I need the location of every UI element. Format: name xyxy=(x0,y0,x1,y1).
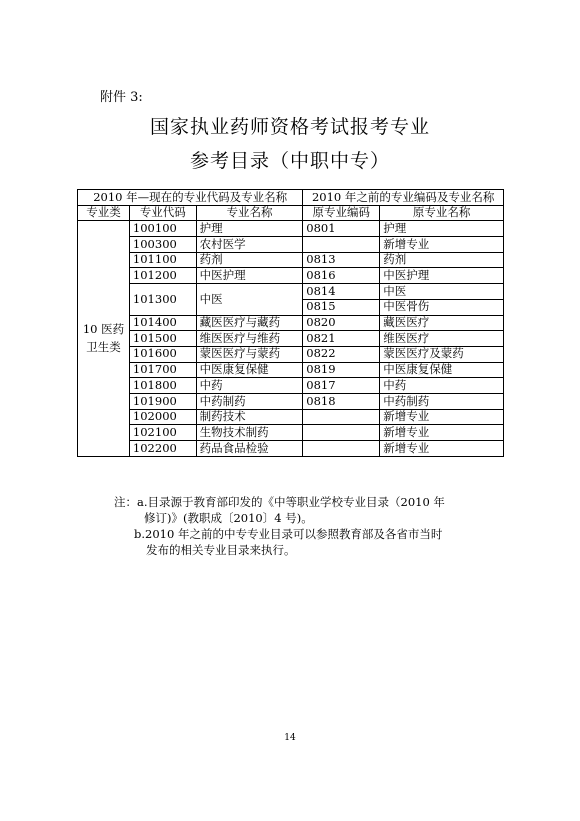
col-old-name-header: 原专业名称 xyxy=(380,205,504,221)
major-code-cell: 101700 xyxy=(129,362,196,378)
table-row xyxy=(78,315,504,331)
major-name-cell: 生物技术制药 xyxy=(196,425,303,441)
major-code-cell: 101100 xyxy=(129,252,196,268)
table-row xyxy=(78,237,504,253)
column-header-row xyxy=(78,205,504,221)
old-code-cell: 0801 xyxy=(303,221,380,237)
group-header-before: 2010 年之前的专业编码及专业名称 xyxy=(303,190,504,206)
old-code-cell xyxy=(303,425,380,441)
old-code-cell xyxy=(303,237,380,253)
old-name-cell: 新增专业 xyxy=(380,425,504,441)
old-code-cell: 0814 xyxy=(303,284,380,300)
old-code-cell: 0815 xyxy=(303,299,380,315)
group-header-current: 2010 年—现在的专业代码及专业名称 xyxy=(78,190,303,206)
major-name-cell: 中医护理 xyxy=(196,268,303,284)
old-name-cell: 中药制药 xyxy=(380,393,504,409)
major-code-cell: 101800 xyxy=(129,378,196,394)
major-name-cell: 护理 xyxy=(196,221,303,237)
major-name-cell: 中医康复保健 xyxy=(196,362,303,378)
old-name-cell: 新增专业 xyxy=(380,409,504,425)
major-name-cell: 农村医学 xyxy=(196,237,303,253)
note-a-line1: 注：a.目录源于教育部印发的《中等职业学校专业目录（2010 年 xyxy=(114,495,445,509)
old-code-cell: 0817 xyxy=(303,378,380,394)
old-code-cell xyxy=(303,441,380,457)
old-code-cell: 0813 xyxy=(303,252,380,268)
major-code-cell: 100100 xyxy=(129,221,196,237)
major-code-cell: 101500 xyxy=(129,331,196,347)
group-header-row xyxy=(78,190,504,206)
major-name-cell: 制药技术 xyxy=(196,409,303,425)
major-name-cell: 藏医医疗与藏药 xyxy=(196,315,303,331)
note-b-line1: b.2010 年之前的中专专业目录可以参照教育部及各省市当时 xyxy=(134,527,443,541)
major-name-cell: 中药制药 xyxy=(196,393,303,409)
note-a-line2: 修订)》(教职成〔2010〕4 号)。 xyxy=(144,511,313,525)
page-number: 14 xyxy=(284,733,296,743)
old-name-cell: 新增专业 xyxy=(380,237,504,253)
old-code-cell: 0816 xyxy=(303,268,380,284)
table-row xyxy=(78,378,504,394)
note-b-line2: 发布的相关专业目录来执行。 xyxy=(146,543,296,557)
document-title-line1: 国家执业药师资格考试报考专业 xyxy=(149,116,430,138)
table-row xyxy=(78,425,504,441)
col-name-header: 专业名称 xyxy=(196,205,303,221)
old-name-cell: 维医医疗 xyxy=(380,331,504,347)
old-name-cell: 新增专业 xyxy=(380,441,504,457)
old-name-cell: 藏医医疗 xyxy=(380,315,504,331)
notes xyxy=(114,494,445,558)
major-code-cell: 101200 xyxy=(129,268,196,284)
old-name-cell: 护理 xyxy=(380,221,504,237)
table-row xyxy=(78,362,504,378)
col-category-header: 专业类 xyxy=(78,205,130,221)
table-row xyxy=(78,284,504,300)
table-row xyxy=(78,393,504,409)
old-name-cell: 中医康复保健 xyxy=(380,362,504,378)
table-row xyxy=(78,221,504,237)
category-label-line1: 10 医药 xyxy=(82,322,125,337)
major-name-cell: 药品食品检验 xyxy=(196,441,303,457)
major-directory-table xyxy=(77,189,504,457)
table-row xyxy=(78,441,504,457)
old-name-cell: 药剂 xyxy=(380,252,504,268)
major-code-cell: 101300 xyxy=(129,284,196,315)
major-name-cell: 药剂 xyxy=(196,252,303,268)
major-name-cell: 维医医疗与维药 xyxy=(196,331,303,347)
old-code-cell: 0820 xyxy=(303,315,380,331)
old-code-cell: 0822 xyxy=(303,346,380,362)
old-name-cell: 中药 xyxy=(380,378,504,394)
col-old-code-header: 原专业编码 xyxy=(303,205,380,221)
table-row xyxy=(78,331,504,347)
table-row xyxy=(78,252,504,268)
old-name-cell: 中医护理 xyxy=(380,268,504,284)
category-cell xyxy=(78,221,130,456)
table-body xyxy=(78,221,504,456)
old-code-cell: 0819 xyxy=(303,362,380,378)
table-row xyxy=(78,409,504,425)
major-code-cell: 102100 xyxy=(129,425,196,441)
old-name-cell: 中医骨伤 xyxy=(380,299,504,315)
major-code-cell: 100300 xyxy=(129,237,196,253)
old-code-cell xyxy=(303,409,380,425)
major-code-cell: 102000 xyxy=(129,409,196,425)
attachment-label: 附件 3: xyxy=(100,90,143,105)
major-code-cell: 101600 xyxy=(129,346,196,362)
table-row xyxy=(78,268,504,284)
old-name-cell: 蒙医医疗及蒙药 xyxy=(380,346,504,362)
major-name-cell: 中药 xyxy=(196,378,303,394)
major-code-cell: 101400 xyxy=(129,315,196,331)
category-label-line2: 卫生类 xyxy=(86,339,121,354)
col-code-header: 专业代码 xyxy=(129,205,196,221)
major-code-cell: 101900 xyxy=(129,393,196,409)
table-row xyxy=(78,346,504,362)
old-name-cell: 中医 xyxy=(380,284,504,300)
old-code-cell: 0818 xyxy=(303,393,380,409)
major-code-cell: 102200 xyxy=(129,441,196,457)
document-title-line2: 参考目录（中职中专） xyxy=(189,150,390,172)
old-code-cell: 0821 xyxy=(303,331,380,347)
major-name-cell: 蒙医医疗与蒙药 xyxy=(196,346,303,362)
major-name-cell: 中医 xyxy=(196,284,303,315)
